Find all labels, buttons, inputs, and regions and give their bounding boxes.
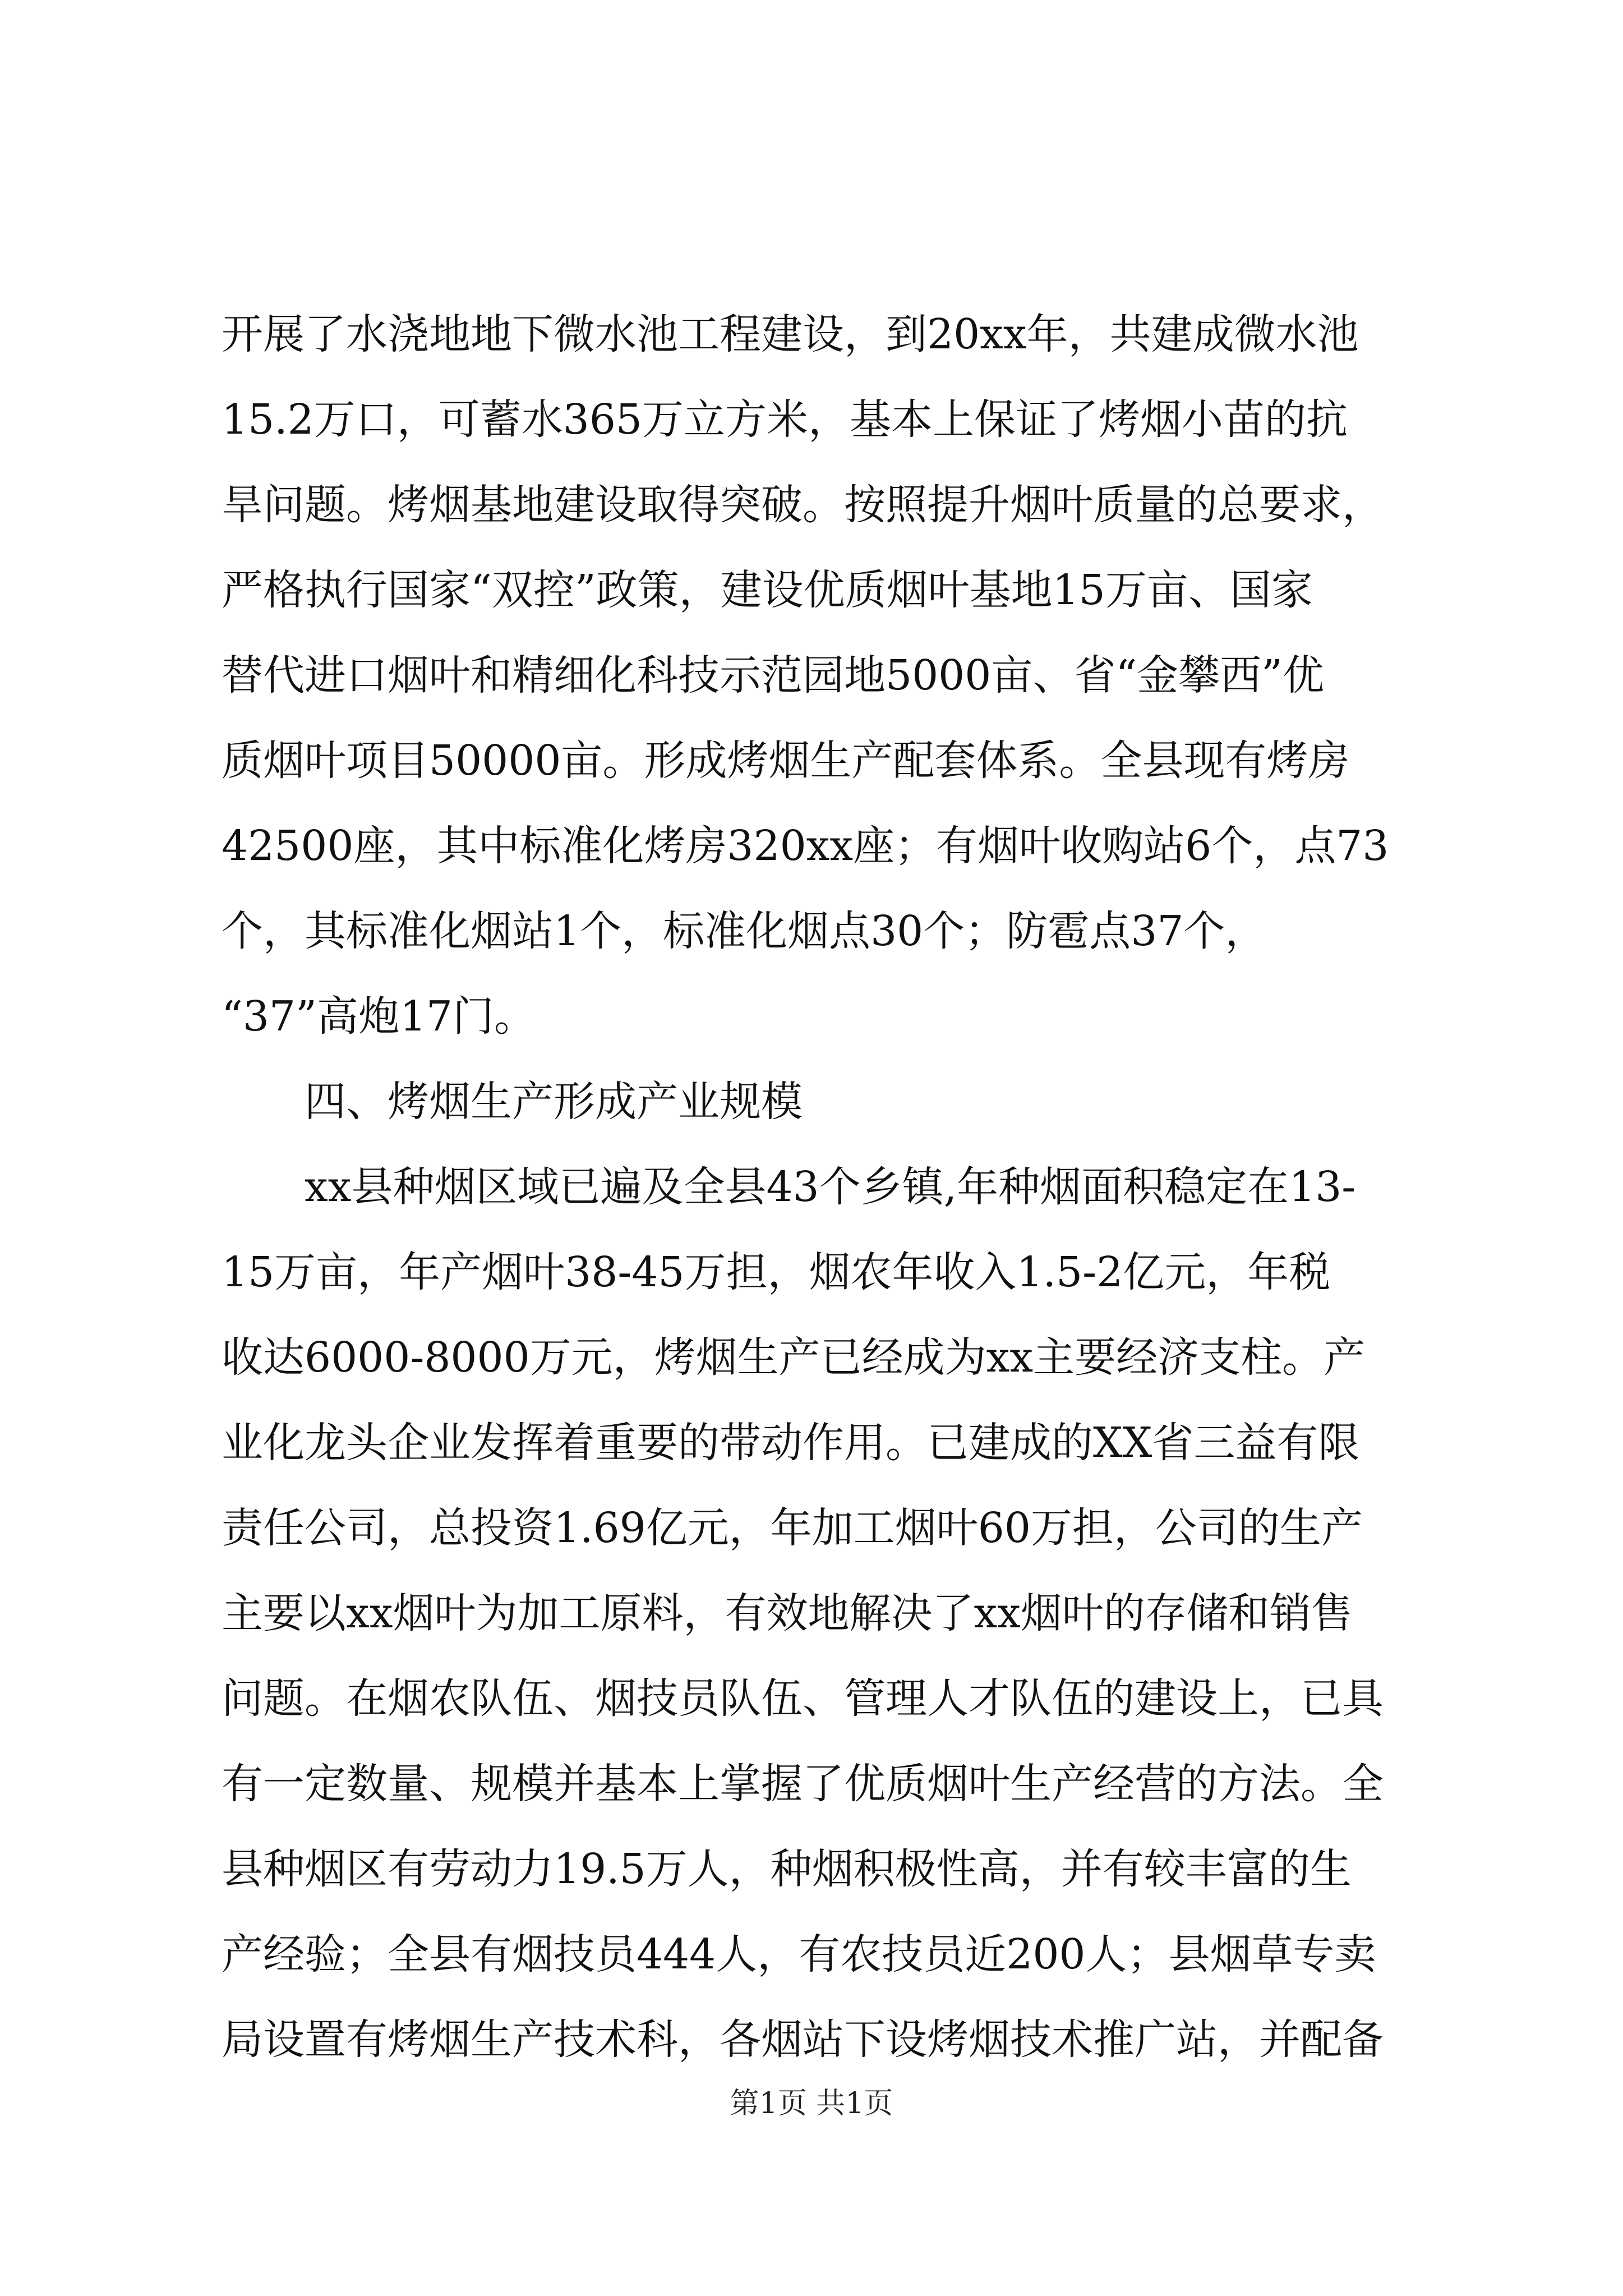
text-line: “37”高炮17门。	[222, 992, 536, 1041]
page-footer: 第1页 共1页	[730, 2087, 893, 2120]
text-line: 问题。在烟农队伍、烟技员队伍、管理人才队伍的建设上，已具	[222, 1674, 1384, 1723]
text-line: 开展了水浇地地下微水池工程建设，到20xx年，共建成微水池	[222, 310, 1359, 358]
text-line: 质烟叶项目50000亩。形成烤烟生产配套体系。全县现有烤房	[222, 737, 1350, 785]
text-line: 42500座，其中标准化烤房320xx座；有烟叶收购站6个，点73	[222, 822, 1389, 870]
text-line: 严格执行国家“双控”政策，建设优质烟叶基地15万亩、国家	[222, 566, 1313, 614]
text-line: 15.2万口，可蓄水365万立方米，基本上保证了烤烟小苗的抗	[222, 395, 1348, 444]
text-line: 旱问题。烤烟基地建设取得突破。按照提升烟叶质量的总要求，	[222, 481, 1384, 529]
body-text	[222, 292, 1433, 2082]
text-line: 主要以xx烟叶为加工原料，有效地解决了xx烟叶的存储和销售	[222, 1589, 1353, 1637]
text-line: 业化龙头企业发挥着重要的带动作用。已建成的XX省三益有限	[222, 1419, 1360, 1467]
text-line: xx县种烟区域已遍及全县43个乡镇,年种烟面积稳定在13-	[222, 1163, 1356, 1211]
text-line: 县种烟区有劳动力19.5万人，种烟积极性高，并有较丰富的生	[222, 1845, 1352, 1893]
text-line: 有一定数量、规模并基本上掌握了优质烟叶生产经营的方法。全	[222, 1760, 1384, 1808]
text-line: 个，其标准化烟站1个，标准化烟点30个；防雹点37个，	[222, 907, 1267, 955]
text-line: 责任公司，总投资1.69亿元，年加工烟叶60万担，公司的生产	[222, 1504, 1363, 1552]
text-line: 局设置有烤烟生产技术科，各烟站下设烤烟技术推广站，并配备	[222, 2016, 1384, 2064]
section-heading: 四、烤烟生产形成产业规模	[222, 1078, 803, 1126]
text-line: 收达6000-8000万元，烤烟生产已经成为xx主要经济支柱。产	[222, 1333, 1366, 1382]
text-line: 替代进口烟叶和精细化科技示范园地5000亩、省“金攀西”优	[222, 651, 1324, 700]
text-line: 15万亩，年产烟叶38-45万担，烟农年收入1.5-2亿元，年税	[222, 1248, 1331, 1296]
text-line: 产经验；全县有烟技员444人，有农技员近200人；县烟草专卖	[222, 1930, 1376, 1978]
